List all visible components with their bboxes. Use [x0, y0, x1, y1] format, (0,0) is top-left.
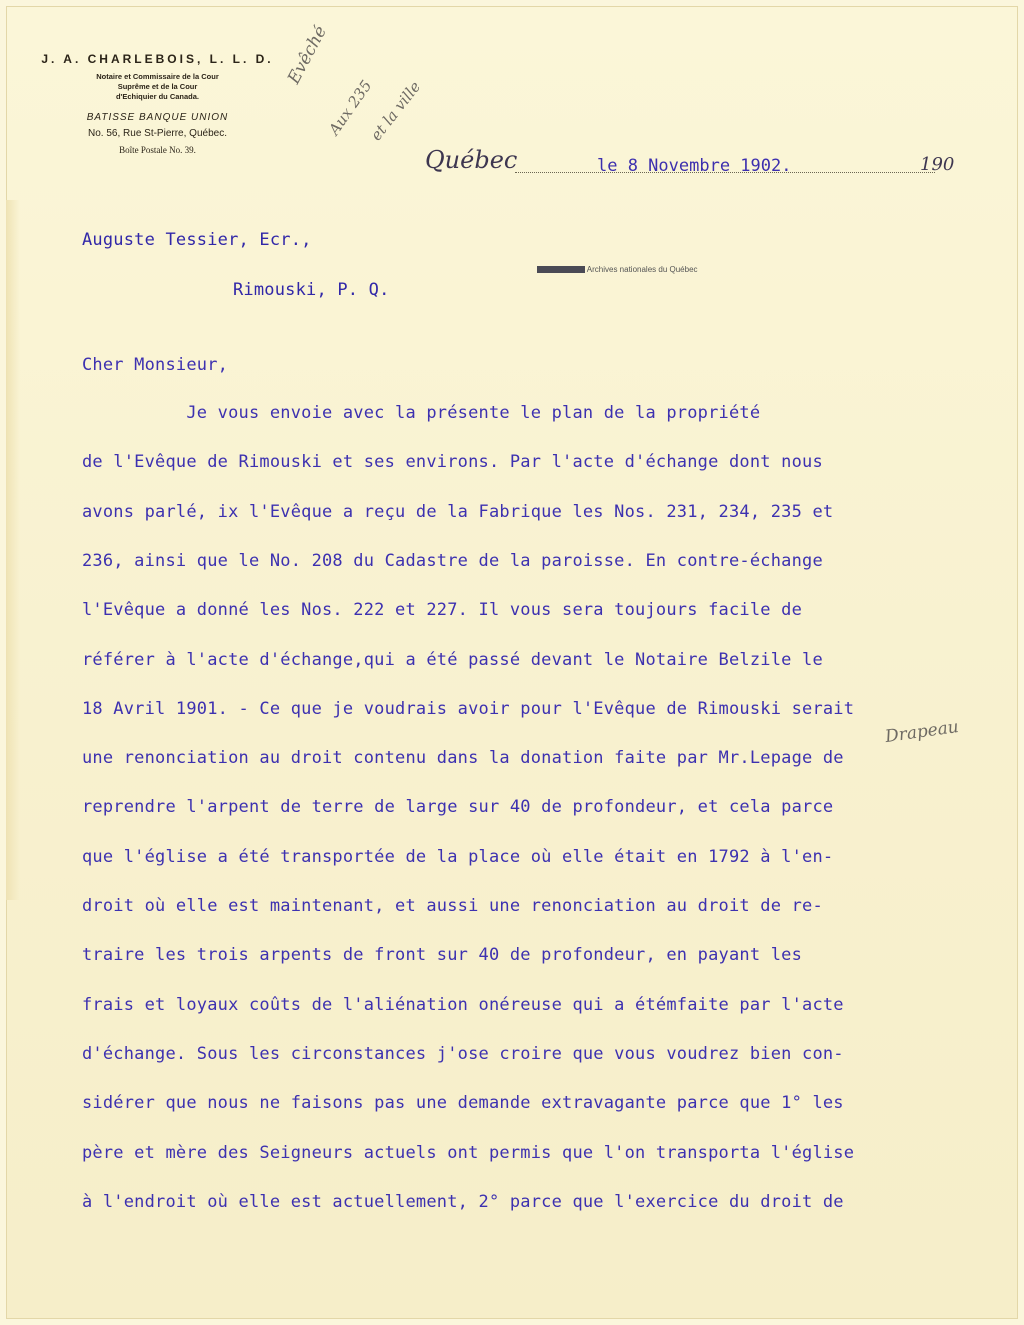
body-line: traire les trois arpents de front sur 40 de profondeur, en payant les — [82, 945, 803, 966]
body-line: avons parlé, ix l'Evêque a reçu de la Fabrique les Nos. 231, 234, 235 et — [82, 501, 834, 522]
body-line: référer à l'acte d'échange,qui a été passé devant le Notaire Belzile le — [82, 649, 823, 670]
pencil-note-1: Evêché — [284, 22, 332, 88]
body-line: droit où elle est maintenant, et aussi une renonciation au droit de re- — [82, 896, 823, 916]
body-line: d'échange. Sous les circonstances j'ose croire que vous voudrez bien con- — [82, 1043, 844, 1064]
body-line: que l'église a été transportée de la place où elle était en 1792 à l'en- — [82, 846, 834, 867]
dateline — [425, 146, 965, 176]
body-line: l'Evêque a donné les Nos. 222 et 227. Il vous sera toujours facile de — [82, 600, 803, 621]
paper-stain — [6, 200, 20, 900]
letterhead-po-box: Boîte Postale No. 39. — [119, 145, 196, 155]
body-line: sidérer que nous ne faisons pas une demande extravagante parce que 1° les — [82, 1093, 844, 1114]
letterhead-address: No. 56, Rue St-Pierre, Québec. — [88, 128, 227, 139]
dateline-date: le 8 Novembre 1902. — [597, 156, 792, 176]
body-line: reprendre l'arpent de terre de large sur 40 de profondeur, et cela parce — [82, 797, 834, 818]
archive-stamp — [537, 265, 698, 274]
letterhead-title-2: Suprême et de la Cour — [117, 82, 198, 91]
recipient-place: Rimouski, P. Q. — [233, 280, 390, 300]
dateline-year-suffix: 190 — [920, 154, 955, 175]
letterhead-title-3: d'Echiquier du Canada. — [115, 92, 200, 101]
pencil-note-2: Aux 235 — [325, 76, 376, 139]
body-line: père et mère des Seigneurs actuels ont permis que l'on transporta l'église — [82, 1142, 855, 1163]
archive-stamp-text: Archives nationales du Québec — [586, 265, 698, 274]
pencil-note-3: et la ville — [367, 77, 425, 145]
body-line: Je vous envoie avec la présente le plan de la propriété — [82, 403, 761, 423]
salutation: Cher Monsieur, — [82, 355, 229, 375]
body-line: de l'Evêque de Rimouski et ses environs. Par l'acte d'échange dont nous — [82, 452, 823, 473]
letterhead — [40, 52, 275, 155]
letterhead-building: BATISSE BANQUE UNION — [86, 112, 229, 123]
body-line: à l'endroit où elle est actuellement, 2° parce que l'exercice du droit de — [82, 1191, 844, 1212]
body-line: une renonciation au droit contenu dans la donation faite par Mr.Lepage de — [82, 748, 844, 769]
letterhead-name: J. A. CHARLEBOIS, L. L. D. — [41, 52, 274, 66]
pencil-margin-note: Drapeau — [883, 716, 960, 748]
body-line: 18 Avril 1901. - Ce que je voudrais avoir pour l'Evêque de Rimouski serait — [82, 698, 855, 719]
dateline-place: Québec — [425, 146, 518, 174]
recipient-name: Auguste Tessier, Ecr., — [82, 230, 312, 250]
body-line: 236, ainsi que le No. 208 du Cadastre de la paroisse. En contre-échange — [82, 550, 823, 571]
redaction-mark — [537, 266, 585, 273]
letterhead-title-1: Notaire et Commissaire de la Cour — [96, 72, 219, 81]
body-line: frais et loyaux coûts de l'aliénation onéreuse qui a étémfaite par l'acte — [82, 994, 844, 1015]
